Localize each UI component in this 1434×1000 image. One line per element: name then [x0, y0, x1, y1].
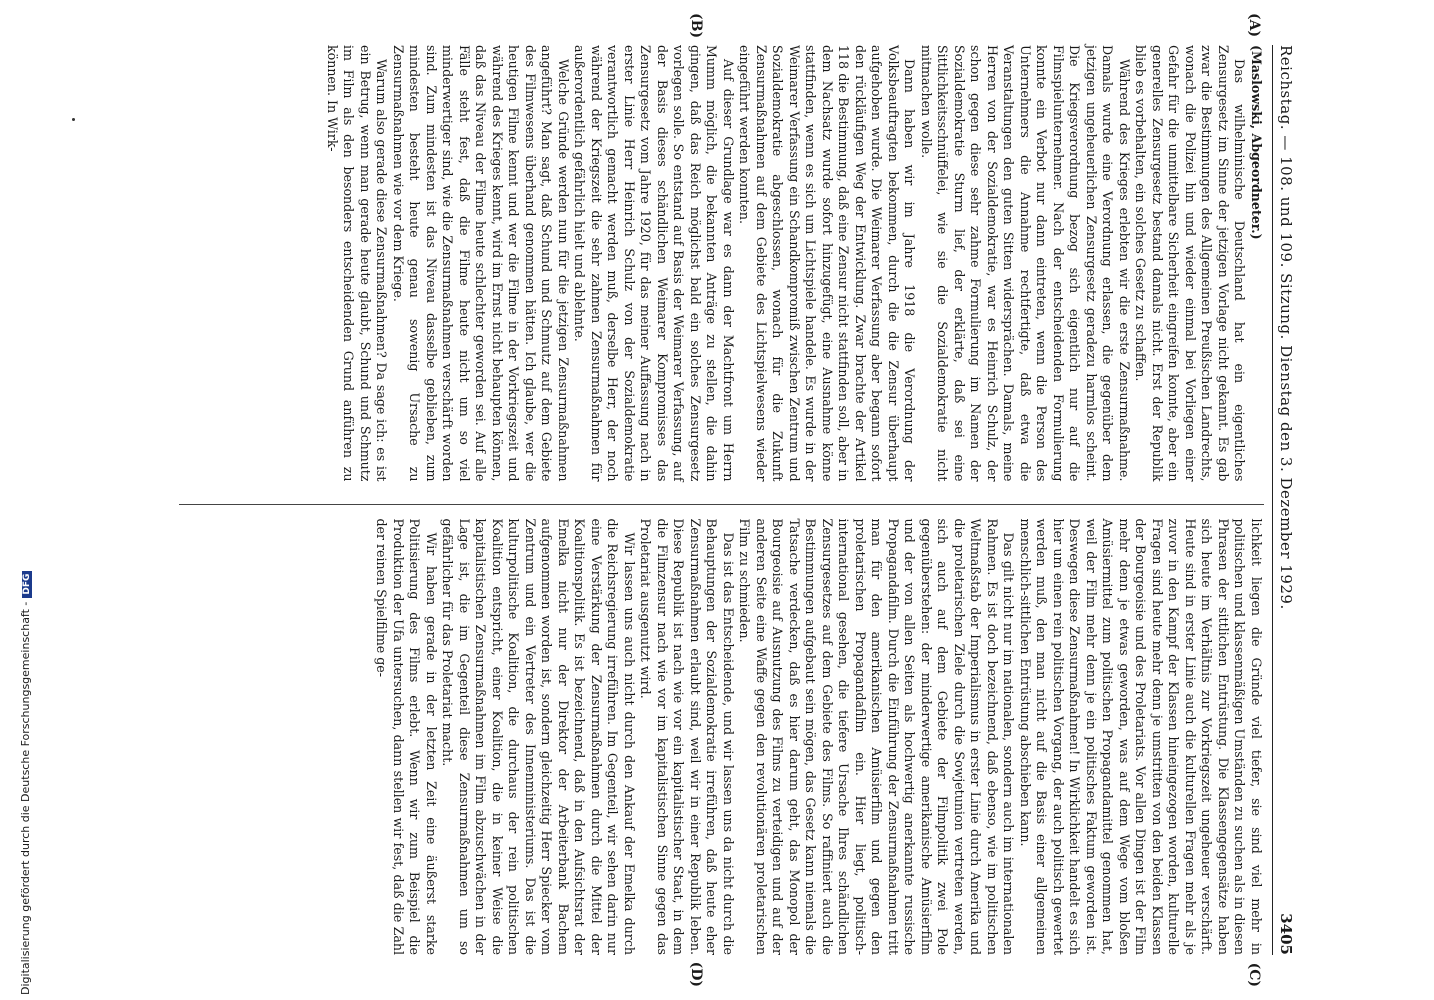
page-header	[1272, 45, 1295, 955]
page-number: 3405	[1277, 913, 1295, 955]
paragraph: Dann haben wir im Jahre 1918 die Verordnung der Volksbeauftragten bekommen, durch die die Zensur überhaupt aufgehoben wurde. Die Weimarer Verfassung aber begann sofort den rückläufigen Weg der Entwicklung. Zwar brachte der Artikel 118 die Bestimmung, daß eine Zensur nicht stattfinden soll, aber in dem Nachsatz wurde sofort hinzugefügt, eine Ausnahme könne stattfinden, wenn es sich um Lichtspiele handele. Es wurde in der Weimarer Verfassung ein Schandkompromiß zwischen Zentrum und Sozialdemokratie abgeschlossen, wonach für die Zukunft Zensurmaßnahmen auf dem Gebiete des Lichtspielwesens wieder eingeführt werden konnten.	[737, 45, 918, 482]
margin-marker-b: (B)	[688, 13, 704, 39]
paragraph: Das ist das Entscheidende, und wir lassen uns da nicht durch die Behauptungen der Sozialdemokratie irreführen, daß heute eher Zensurmaßnahmen erlaubt sind, weil wir in einer Republik leben. Diese Republik ist nach wie vor ein kapitalistischer Staat, in dem die Filmzensur nach wie vor im kapitalistischen Sinne gegen das Proletariat ausgenutzt wird.	[638, 518, 736, 955]
right-column	[179, 504, 1264, 987]
paragraph: Das gilt nicht nur im nationalen, sondern auch im internationalen Rahmen. Es ist doch bezeichnend, daß ebenso, wie im politischen Weltmaßstab der Imperialismus in erster Linie durch Amerika und die proletarischen Ziele durch die Sowjetunion vertreten werden, sich auch auf dem Gebiete der Filmpolitik zwei Pole gegenüberstehen: der minderwertige amerikanische Amüsierfilm und der von allen Seiten als hochwertig anerkannte russische Propagandafilm. Durch die Einführung der Zensurmaßnahmen tritt man für den amerikanischen Amüsierfilm und gegen den proletarischen Propagandafilm ein. Hier liegt, politisch-international gesehen, die tiefere Ursache Ihres schändlichen Zensurgesetzes auf dem Gebiete des Films. So raffiniert auch die Bestimmungen aufgebaut sein mögen, das Gesetz kann niemals die Tatsache verdecken, daß es hier darum geht, das Monopol der Bourgeoisie auf Ausnutzung des Films zu verteidigen und auf der anderen Seite eine Waffe gegen den revolutionären proletarischen Film zu schmieden.	[737, 518, 1017, 955]
margin-marker-d: (D)	[688, 961, 704, 987]
credit-text: Digitalisierung gefördert durch die Deutsche Forschungsgemeinschaft -	[19, 601, 32, 995]
paragraph: Während des Krieges erlebten wir die erste Zensurmaßnahme. Damals wurde eine Verordnung erlassen, die gegenüber dem jetzigen ungeheuerlichen Zensurgesetz geradezu harmlos scheint. Die Kriegsverordnung bezog sich eigentlich nur auf die Filmspielunternehmer. Nach der entscheidenden Formulierung konnte ein Verbot nur dann eintreten, wenn die Person des Unternehmers die Annahme rechtfertigte, daß etwa die Veranstaltungen den guten Sitten widersprächen. Damals, meine Herren von der Sozialdemokratie, war es Heinrich Schulz, der schon gegen diese sehr zahme Formulierung im Namen der Sozialdemokratie Sturm lief, der erklärte, daß sei eine Sittlichkeitsschnüffelei, wie sie die Sozialdemokratie nicht mitmachen wolle.	[919, 45, 1132, 482]
paragraph: Wir lassen uns auch nicht durch den Ankauf der Emelka durch die Reichsregierung irreführen. Im Gegenteil, wir sehen darin nur eine Verstärkung der Zensurmaßnahmen durch die Mittel der Koalitionspolitik. Es ist bezeichnend, daß in den Aufsichtsrat der Emelka nicht nur der Direktor der Arbeiterbank Bachem aufgenommen worden ist, sondern gleichzeitig Herr Spiecker vom Zentrum und ein Vertreter des Innenministeriums. Das ist die kulturpolitische Koalition, die durchaus der rein politischen Koalition entspricht, einer Koalition, die in keiner Weise die kapitalistischen Zensurmaßnahmen im Film abzuschwächen in der Lage ist, die im Gegenteil diese Zensurmaßnahmen um so gefährlicher für das Proletariat macht.	[440, 518, 637, 955]
paragraph: Warum also gerade diese Zensurmaßnahmen? Da sage ich: es ist ein Betrug, wenn man gerade heute glaubt, Schund und Schmutz im Film als den besonders entscheidenden Grund anführen zu können. In Wirk-	[325, 45, 390, 482]
paragraph: Das wilhelminische Deutschland hat ein eigentliches Zensurgesetz im Sinne der jetzigen Vorlage nicht gekannt. Es gab zwar die Bestimmungen des Allgemeinen Preußischen Landrechts, wonach die Polizei hin und wieder einmal bei Vorliegen einer Gefahr für die unmittelbare Sicherheit eingreifen konnte, aber ein generelles Zensurgesetz bestand damals nicht. Erst der Republik blieb es vorbehalten, ein solches Gesetz zu schaffen.	[1133, 45, 1248, 482]
dfg-logo: DFG	[22, 571, 32, 598]
digitization-credit	[19, 571, 32, 995]
margin-marker-a: (A)	[1246, 13, 1262, 38]
left-column	[179, 13, 1264, 482]
columns	[179, 13, 1264, 987]
paragraph: Auf dieser Grundlage war es dann der Machtfront um Herrn Mumm möglich, die bekannten Anträge zu stellen, die dahin gingen, daß das Reich möglichst bald ein solches Zensurgesetz vorlegen solle. So entstand auf Basis der Weimarer Verfassung, auf der Basis dieses schändlichen Weimarer Kompromisses das Zensurgesetz vom Jahre 1920, für das meiner Auffassung nach in erster Linie Herr Heinrich Schulz von der Sozialdemokratie verantwortlich gemacht werden muß, derselbe Herr, der noch während der Kriegszeit die sehr zahmen Zensurmaßnahmen für außerordentlich gefährlich hielt und ablehnte.	[572, 45, 736, 482]
paragraph: Welche Gründe werden nun für die jetzigen Zensurmaßnahmen angeführt? Man sagt, daß Schund und Schmutz auf dem Gebiete des Filmwesens überhand genommen hätten. Ich glaube, wer die heutigen Filme kennt und wer die Filme in der Vorkriegszeit und während des Krieges kennt, wird im Ernst nicht behaupten können, daß das Niveau der Filme heute schlechter geworden sei. Auf alle Fälle steht fest, daß die Filme heute nicht um so viel minderwertiger sind, wie die Zensurmaßnahmen verschärft worden sind. Zum mindesten ist das Niveau dasselbe geblieben, zum mindesten besteht heute genau sowenig Ursache zu Zensurmaßnahmen wie vor dem Kriege.	[391, 45, 571, 482]
paragraph: Wir haben gerade in der letzten Zeit eine äußerst starke Politisierung des Films erlebt. Wenn wir zum Beispiel die Produktion der Ufa untersuchen, dann stellen wir fest, daß die Zahl der reinen Spielfilme ge-	[374, 518, 439, 955]
rotated-page	[127, 5, 1307, 995]
speaker-label: (Maslowski, Abgeordneter.)	[1249, 45, 1264, 240]
running-title: Reichstag. — 108. und 109. Sitzung. Dienstag den 3. Dezember 1929.	[1277, 45, 1295, 610]
margin-marker-c: (C)	[1246, 962, 1262, 987]
scan-speck	[72, 118, 75, 121]
paragraph: lichkeit liegen die Gründe viel tiefer, sie sind viel mehr in politischen und klassenmäßigen Umständen zu suchen als in diesen Phrasen der sittlichen Entrüstung. Die Klassengegensätze haben sich heute im Verhältnis zur Vorkriegszeit ungeheuer verschärft. Heute sind in erster Linie auch die kulturellen Fragen mehr als je zuvor in den Kampf der Klassen hineingezogen worden, kulturelle Fragen sind heute mehr denn je umstritten von den beiden Klassen der Bourgeoisie und des Proletariats. Vor allen Dingen ist der Film mehr denn je etwas geworden, was auf dem Wege vom bloßen Amüsiermittel zum politischen Propagandamittel genommen hat, weil der Film mehr denn je ein politisches Faktum geworden ist. Deswegen diese Zensurmaßnahmen! In Wirklichkeit handelt es sich hier um einen rein politischen Vorgang, der auch politisch gewertet werden muß, den man nicht auf die Basis einer allgemeinen menschlich-sittlichen Entrüstung abschieben kann.	[1018, 518, 1264, 955]
footer	[0, 0, 32, 1000]
